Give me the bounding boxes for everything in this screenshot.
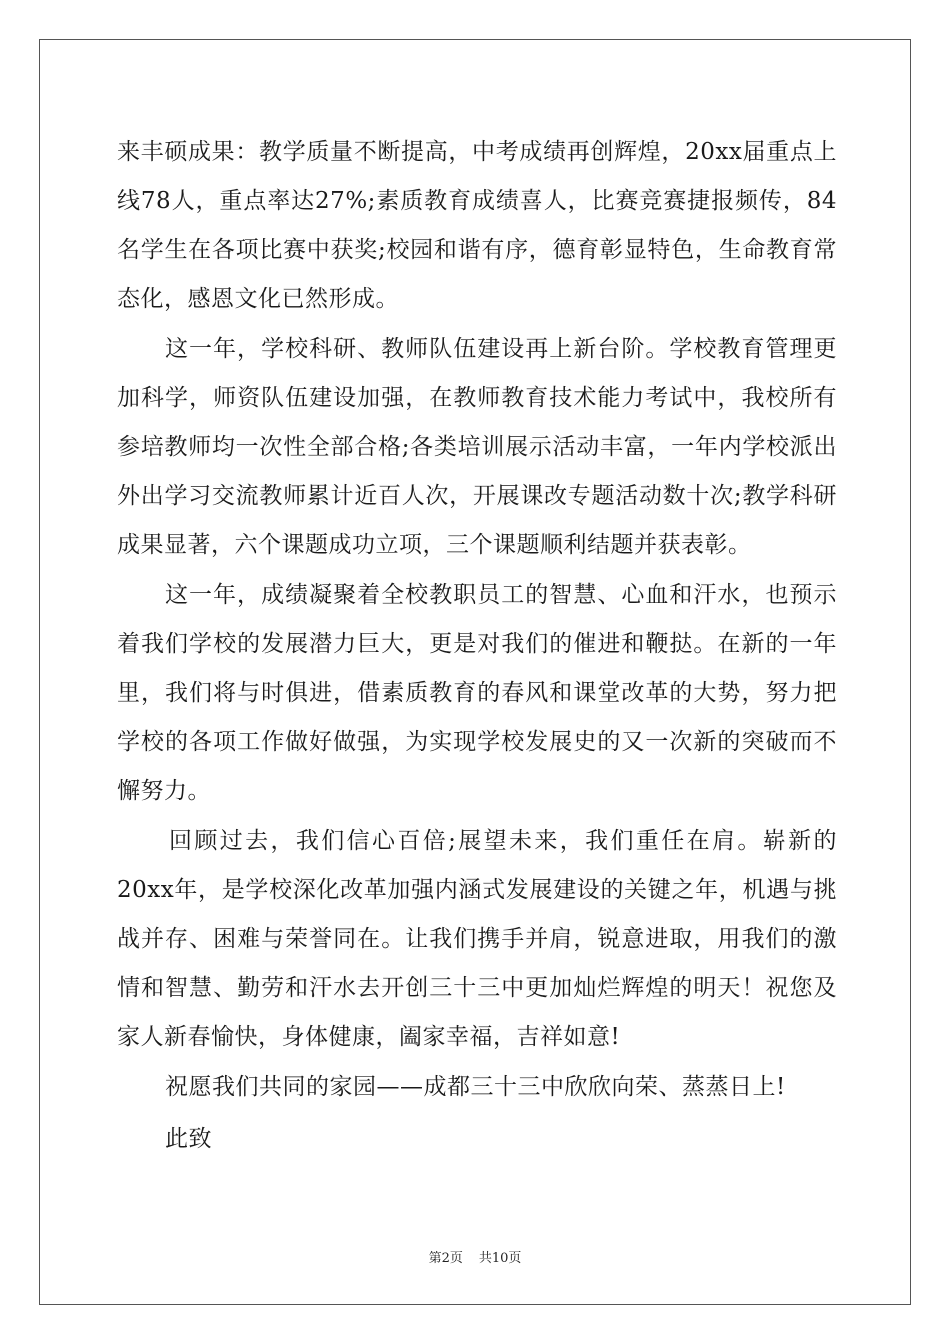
page-number-current: 第2页 xyxy=(428,1251,463,1266)
document-body xyxy=(117,128,837,1165)
paragraph-achievements: 来丰硕成果：教学质量不断提高，中考成绩再创辉煌，20xx届重点上线78人，重点率达27%;素质教育成绩喜人，比赛竞赛捷报频传，84名学生在各项比赛中获奖;校园和谐有序，德育彰显特色，生命教育常态化，感恩文化已然形成。 xyxy=(117,139,837,312)
paragraph-outlook: 这一年，成绩凝聚着全校教职员工的智慧、心血和汗水，也预示着我们学校的发展潜力巨大，更是对我们的催进和鞭挞。在新的一年里，我们将与时俱进，借素质教育的春风和课堂改革的大势，努力把学校的各项工作做好做强，为实现学校发展史的又一次新的突破而不懈努力。 xyxy=(117,582,837,804)
paragraph-closing: 此致 xyxy=(165,1126,212,1152)
paragraph-review-wishes: 回顾过去，我们信心百倍;展望未来，我们重任在肩。崭新的20xx年，是学校深化改革加强内涵式发展建设的关键之年，机遇与挑战并存、困难与荣誉同在。让我们携手并肩，锐意进取，用我们的激情和智慧、勤劳和汗水去开创三十三中更加灿烂辉煌的明天！祝您及家人新春愉快，身体健康，阖家幸福，吉祥如意! xyxy=(117,828,837,1050)
page-number-total: 共10页 xyxy=(478,1251,522,1266)
paragraph-blessing: 祝愿我们共同的家园——成都三十三中欣欣向荣、蒸蒸日上! xyxy=(165,1074,786,1100)
page-footer xyxy=(0,1247,950,1266)
paragraph-research-teachers: 这一年，学校科研、教师队伍建设再上新台阶。学校教育管理更加科学，师资队伍建设加强，在教师教育技术能力考试中，我校所有参培教师均一次性全部合格;各类培训展示活动丰富，一年内学校派出外出学习交流教师累计近百人次，开展课改专题活动数十次;教学科研成果显著，六个课题成功立项，三个课题顺利结题并获表彰。 xyxy=(117,336,837,558)
